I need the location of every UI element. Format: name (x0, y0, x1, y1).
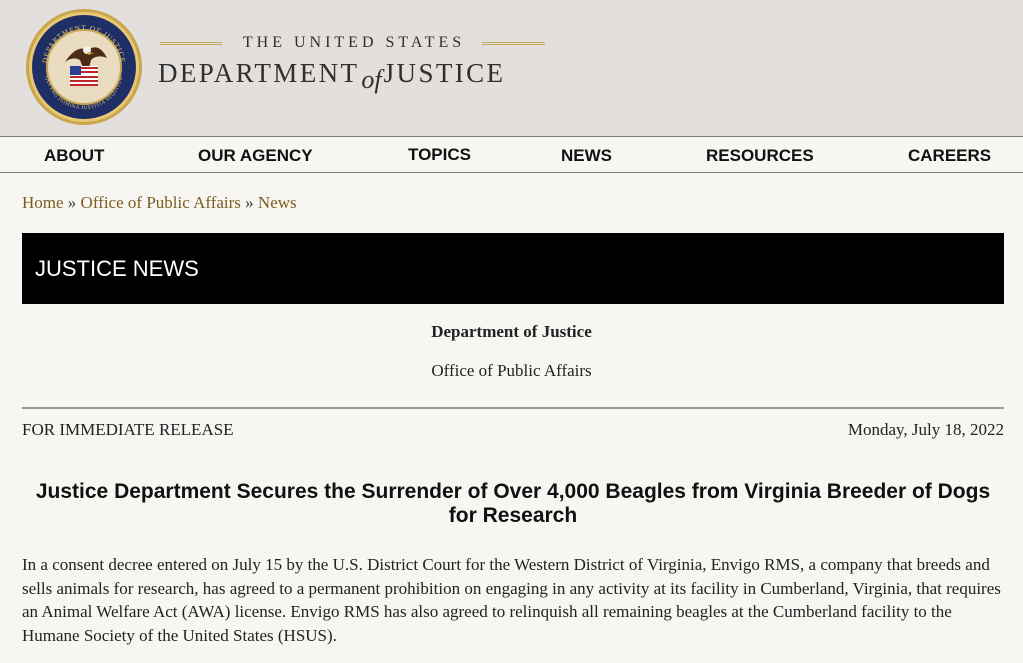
justice-news-banner (22, 233, 1004, 304)
wordmark-of: of (361, 65, 382, 94)
wordmark-justice: JUSTICE (383, 58, 506, 88)
press-headline: Justice Department Secures the Surrender of Over 4,000 Beagles from Virginia Breeder of Dogs for Research (35, 480, 991, 527)
main-nav (0, 136, 1023, 173)
banner-title: JUSTICE NEWS (35, 256, 199, 281)
nav-item-our-agency[interactable]: OUR AGENCY (198, 146, 313, 165)
breadcrumb-separator: » (67, 193, 77, 212)
doj-seal-logo[interactable] (25, 8, 143, 126)
nav-item-resources[interactable]: RESOURCES (706, 146, 814, 165)
seal-text-top: DEPARTMENT OF JUSTICE (41, 23, 127, 64)
nav-item-topics[interactable]: TOPICS (408, 145, 471, 164)
breadcrumb-news[interactable]: News (257, 193, 297, 212)
release-label: FOR IMMEDIATE RELEASE (22, 420, 234, 439)
wordmark-department: DEPARTMENT (158, 58, 360, 88)
press-office: Office of Public Affairs (431, 361, 592, 380)
breadcrumb (22, 193, 297, 213)
breadcrumb-separator: » (245, 193, 254, 212)
wordmark-top-text: THE UNITED STATES (242, 34, 466, 51)
wordmark-rule-left (160, 42, 222, 45)
seal-icon (25, 8, 143, 126)
nav-item-careers[interactable]: CAREERS (908, 146, 992, 165)
press-department: Department of Justice (431, 322, 592, 341)
wordmark-rule-right (482, 42, 545, 45)
breadcrumb-office-of-public-affairs[interactable]: Office of Public Affairs (80, 193, 241, 212)
flag-shield-icon (70, 66, 98, 86)
seal-text-bottom: QUI PRO DOMINA JUSTITIA SEQUITUR (43, 75, 125, 112)
wordmark-main[interactable] (158, 58, 506, 94)
breadcrumb-home[interactable]: Home (22, 193, 64, 212)
nav-item-about[interactable]: ABOUT (44, 146, 105, 165)
press-body-paragraph: In a consent decree entered on July 15 by the U.S. District Court for the Western District of Virginia, Envigo RMS, a company that breeds and sells animals for research, has agreed to a permanent prohibition on engaging in any activity at its facility in Cumberland, Virginia, that requires an Animal Welfare Act (AWA) license. Envigo RMS has also agreed to relinquish all remaining beagles at the Cumberland facility to the Humane Society of the United States (HSUS). (22, 555, 1001, 645)
release-date: Monday, July 18, 2022 (847, 420, 1004, 439)
divider (22, 407, 1004, 409)
nav-item-news[interactable]: NEWS (561, 146, 612, 165)
site-header (0, 0, 1023, 136)
